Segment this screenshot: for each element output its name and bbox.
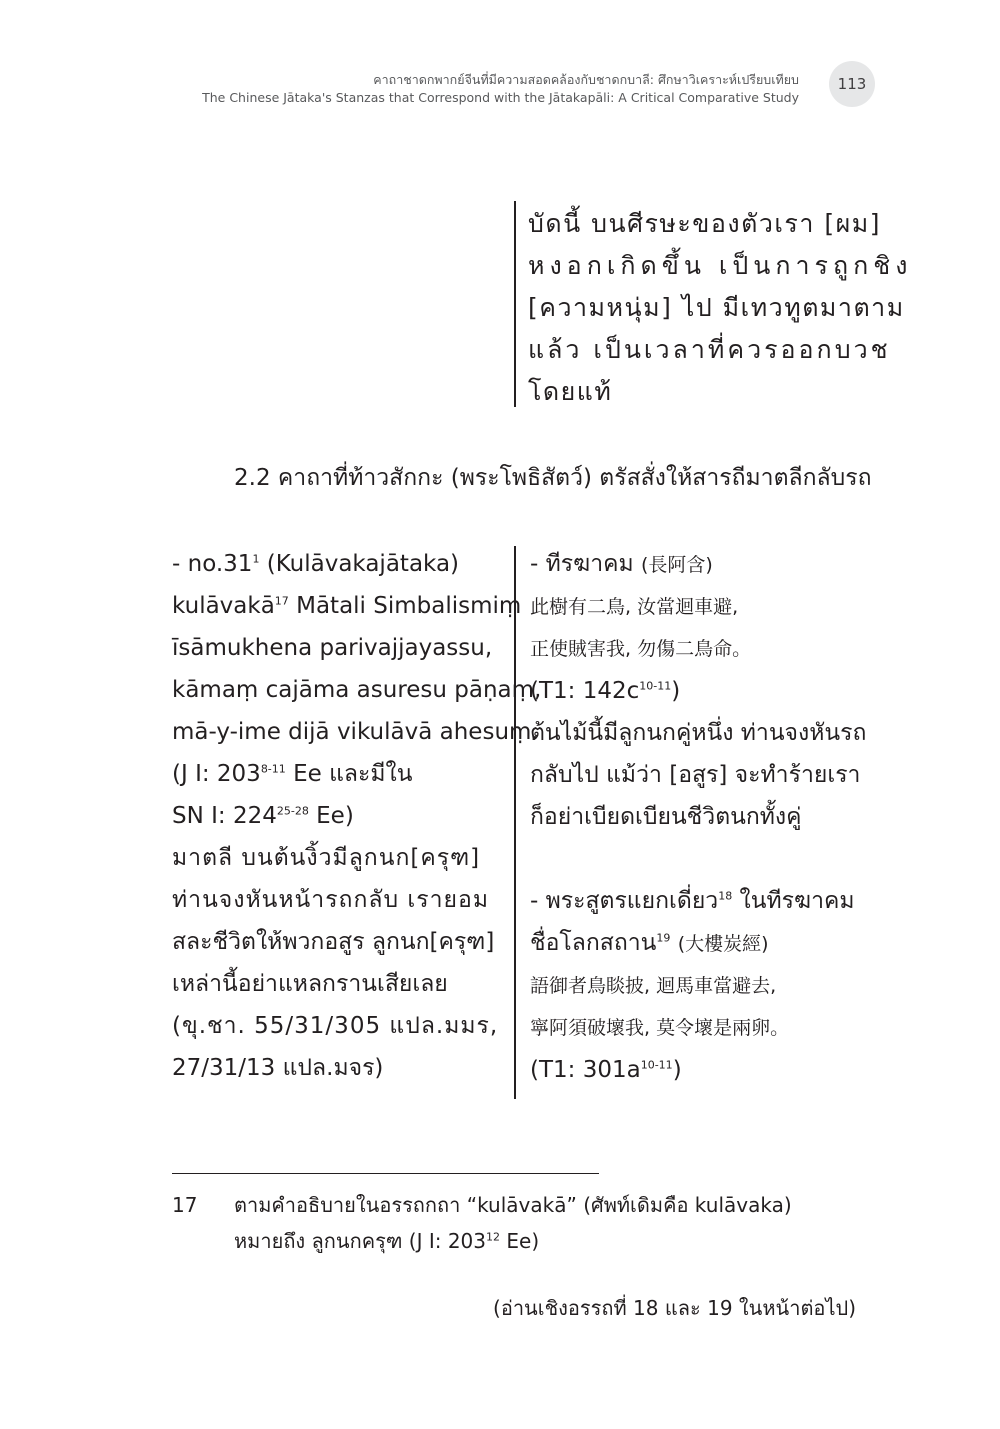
left-line: - $no.31^1$ (Kulāvakajātaka) bbox=[172, 551, 460, 577]
left-line: 27/31/13 แปล.มจร) bbox=[172, 1055, 384, 1081]
right-line-chinese: 此樹有二鳥, 汝當迴車避, bbox=[530, 596, 739, 618]
header-title-thai: คาถาชาดกพากย์จีนที่มีความสอดคล้องกับชาดกบาลี: ศึกษาวิเคราะห์เปรียบเทียบ bbox=[373, 72, 799, 87]
page-number: 113 bbox=[837, 75, 867, 93]
footnote-separator bbox=[172, 1173, 599, 1174]
left-line: (J I: 203$^{8-11}$ Ee และมีใน bbox=[172, 761, 413, 787]
footnote-text bbox=[234, 1187, 792, 1259]
footnote-line: หมายถึง ลูกนกครุฑ (J I: $203^{12}$ Ee) bbox=[234, 1229, 540, 1253]
left-line: สละชีวิตให้พวกอสูร ลูกนก[ครุฑ] bbox=[172, 929, 495, 955]
top-block-rule bbox=[514, 201, 516, 407]
left-line: มาตลี บนต้นงิ้วมีลูกนก[ครุฑ] bbox=[172, 845, 481, 871]
top-block-line: บัดนี้ บนศีรษะของตัวเรา [ผม] bbox=[528, 209, 881, 238]
header-title-english: The Chinese Jātaka's Stanzas that Correspond with the Jātakapāli: A Critical Comparative Study bbox=[202, 90, 799, 105]
left-column bbox=[172, 543, 541, 1089]
right-line-chinese: 正使賊害我, 勿傷二鳥命。 bbox=[530, 638, 752, 660]
left-line: kulāvakā$^{17}$ Mātali Simbalismiṃ bbox=[172, 593, 522, 619]
right-line: กลับไป แม้ว่า [อสูร] จะทำร้ายเรา bbox=[530, 762, 861, 788]
left-line: mā-y-ime dijā vikulāvā ahesuṃ. bbox=[172, 719, 539, 745]
right-line: - ทีรฆาคม (長阿含) bbox=[530, 551, 713, 577]
top-block-line: [ความหนุ่ม] ไป มีเทวทูตมาตาม bbox=[528, 293, 905, 322]
top-block-line: โดยแท้ bbox=[528, 377, 613, 406]
footnote-number: 17 bbox=[172, 1193, 198, 1217]
left-line: īsāmukhena parivajjayassu, bbox=[172, 635, 493, 661]
left-line: kāmaṃ cajāma asuresu pāṇaṃ, bbox=[172, 677, 542, 703]
footnote-line: ตามคำอธิบายในอรรถกถา “kulāvakā” (ศัพท์เดิมคือ kulāvaka) bbox=[234, 1193, 792, 1217]
right-line: ก็อย่าเบียดเบียนชีวิตนกทั้งคู่ bbox=[530, 804, 802, 830]
left-line: เหล่านี้อย่าแหลกรานเสียเลย bbox=[172, 971, 448, 997]
right-line-chinese: 寧阿須破壞我, 莫令壞是兩卵。 bbox=[530, 1017, 790, 1039]
right-line: ชื่อโลกสถาน$^{19}$ (大樓炭經) bbox=[530, 930, 769, 956]
right-line: - พระสูตรแยกเดี่ยว$^{18}$ ในทีรฆาคม bbox=[530, 888, 855, 914]
right-line: ต้นไม้นี้มีลูกนกคู่หนึ่ง ท่านจงหันรถ bbox=[530, 720, 867, 746]
top-block-line: แล้ว เป็นเวลาที่ควรออกบวช bbox=[528, 335, 891, 364]
right-line-chinese: 語御者鳥睒披, 迴馬車當避去, bbox=[530, 975, 777, 997]
right-column bbox=[530, 543, 866, 1091]
page-number-badge bbox=[829, 61, 875, 107]
left-line: (ขุ.ชา. 55/31/305 แปล.มมร, bbox=[172, 1013, 499, 1039]
continuation-note: (อ่านเชิงอรรถที่ 18 และ 19 ในหน้าต่อไป) bbox=[493, 1296, 856, 1320]
right-line: (T1: $301a^{10-11}$) bbox=[530, 1057, 682, 1083]
left-line: ท่านจงหันหน้ารถกลับ เรายอม bbox=[172, 887, 489, 913]
left-line: SN I: 224$^{25-28}$ Ee) bbox=[172, 803, 354, 829]
right-line: (T1: $142c^{10-11}$) bbox=[530, 678, 681, 704]
section-heading: 2.2 คาถาที่ท้าวสักกะ (พระโพธิสัตว์) ตรัสสั่งให้สารถีมาตลีกลับรถ bbox=[234, 465, 872, 491]
top-block bbox=[528, 203, 912, 413]
top-block-line: หงอกเกิดขึ้น เป็นการถูกชิง bbox=[528, 251, 913, 280]
